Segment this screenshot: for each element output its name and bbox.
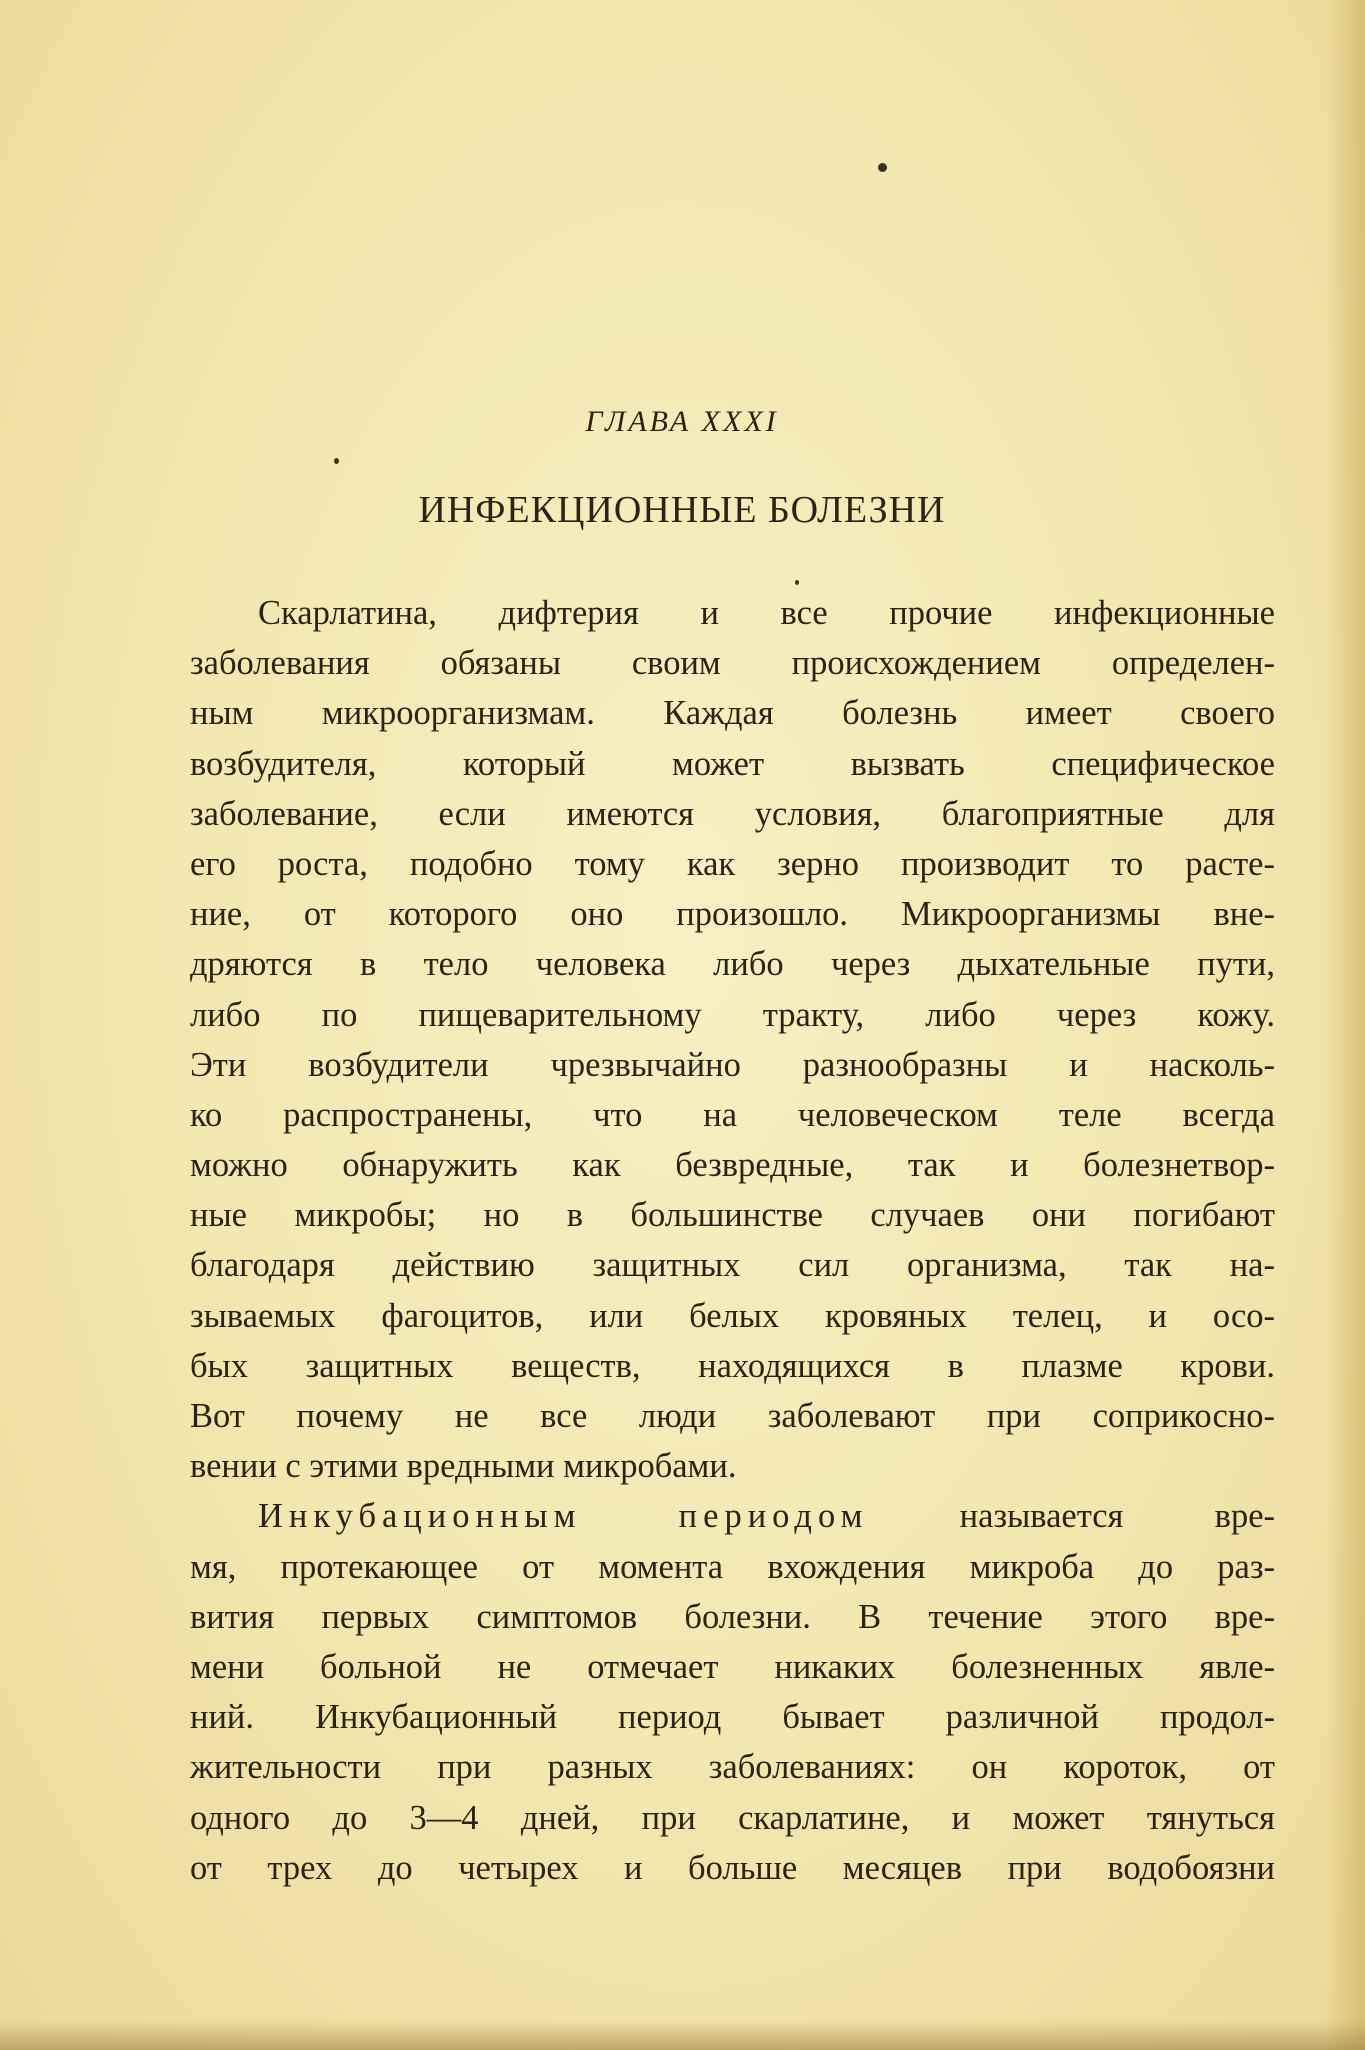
text-line: ние, от которого оно произошло. Микроорганизмы вне- [190,895,1275,934]
text-line: заболевания обязаны своим происхождением определен- [190,644,1275,683]
chapter-title: ИНФЕКЦИОННЫЕ БОЛЕЗНИ [418,489,946,531]
text-fragment: называется вре- [959,1497,1275,1536]
chapter-heading: ГЛАВА XXXI [585,405,779,438]
text-line: мени больной не отмечает никаких болезненных явле- [190,1647,1275,1686]
text-line: благодаря действию защитных сил организма, так на- [190,1246,1275,1285]
body-text [190,588,1275,1893]
text-line: зываемых фагоцитов, или белых кровяных телец, и осо- [190,1296,1275,1335]
text-line: от трех до четырех и больше месяцев при водобоязни [190,1848,1275,1887]
text-line: вития первых симптомов болезни. В течение этого вре- [190,1597,1275,1636]
ink-speck [795,580,799,585]
text-line: мя, протекающее от момента вхождения микроба до раз- [190,1547,1275,1586]
text-line: ные микробы; но в большинстве случаев они погибают [190,1196,1275,1235]
text-line: ний. Инкубационный период бывает различной продол- [190,1698,1275,1737]
text-line: Вот почему не все люди заболевают при соприкосно- [190,1397,1275,1435]
text-line: ко распространены, что на человеческом теле всегда [190,1095,1275,1134]
text-line: бых защитных веществ, находящихся в плазме крови. [190,1346,1275,1385]
ink-speck [334,458,339,464]
page-edge-shadow [1325,0,1365,2050]
text-line: ным микроорганизмам. Каждая болезнь имеет своего [190,694,1275,733]
text-line: дряются в тело человека либо через дыхательные пути, [190,945,1275,984]
text-line: его роста, подобно тому как зерно производит то расте- [190,844,1275,883]
text-line: вении с этими вредными микробами. [190,1447,737,1486]
text-line: Скарлатина, дифтерия и все прочие инфекционные [258,594,1275,632]
text-line [190,1491,1275,1541]
page-bottom-shadow [0,2020,1365,2050]
text-line: либо по пищеварительному тракту, либо через кожу. [190,995,1275,1034]
text-line: Эти возбудители чрезвычайно разнообразны и насколь- [190,1045,1275,1084]
spaced-term: Инкубационным периодом [258,1497,869,1536]
text-line: жительности при разных заболеваниях: он короток, от [190,1748,1275,1787]
text-line: одного до 3—4 дней, при скарлатине, и может тянуться [190,1798,1275,1837]
text-line: заболевание, если имеются условия, благоприятные для [190,794,1275,833]
text-line: можно обнаружить как безвредные, так и болезнетвор- [190,1146,1275,1185]
ink-speck [878,163,887,172]
text-line: возбудителя, который может вызвать специфическое [190,744,1275,783]
